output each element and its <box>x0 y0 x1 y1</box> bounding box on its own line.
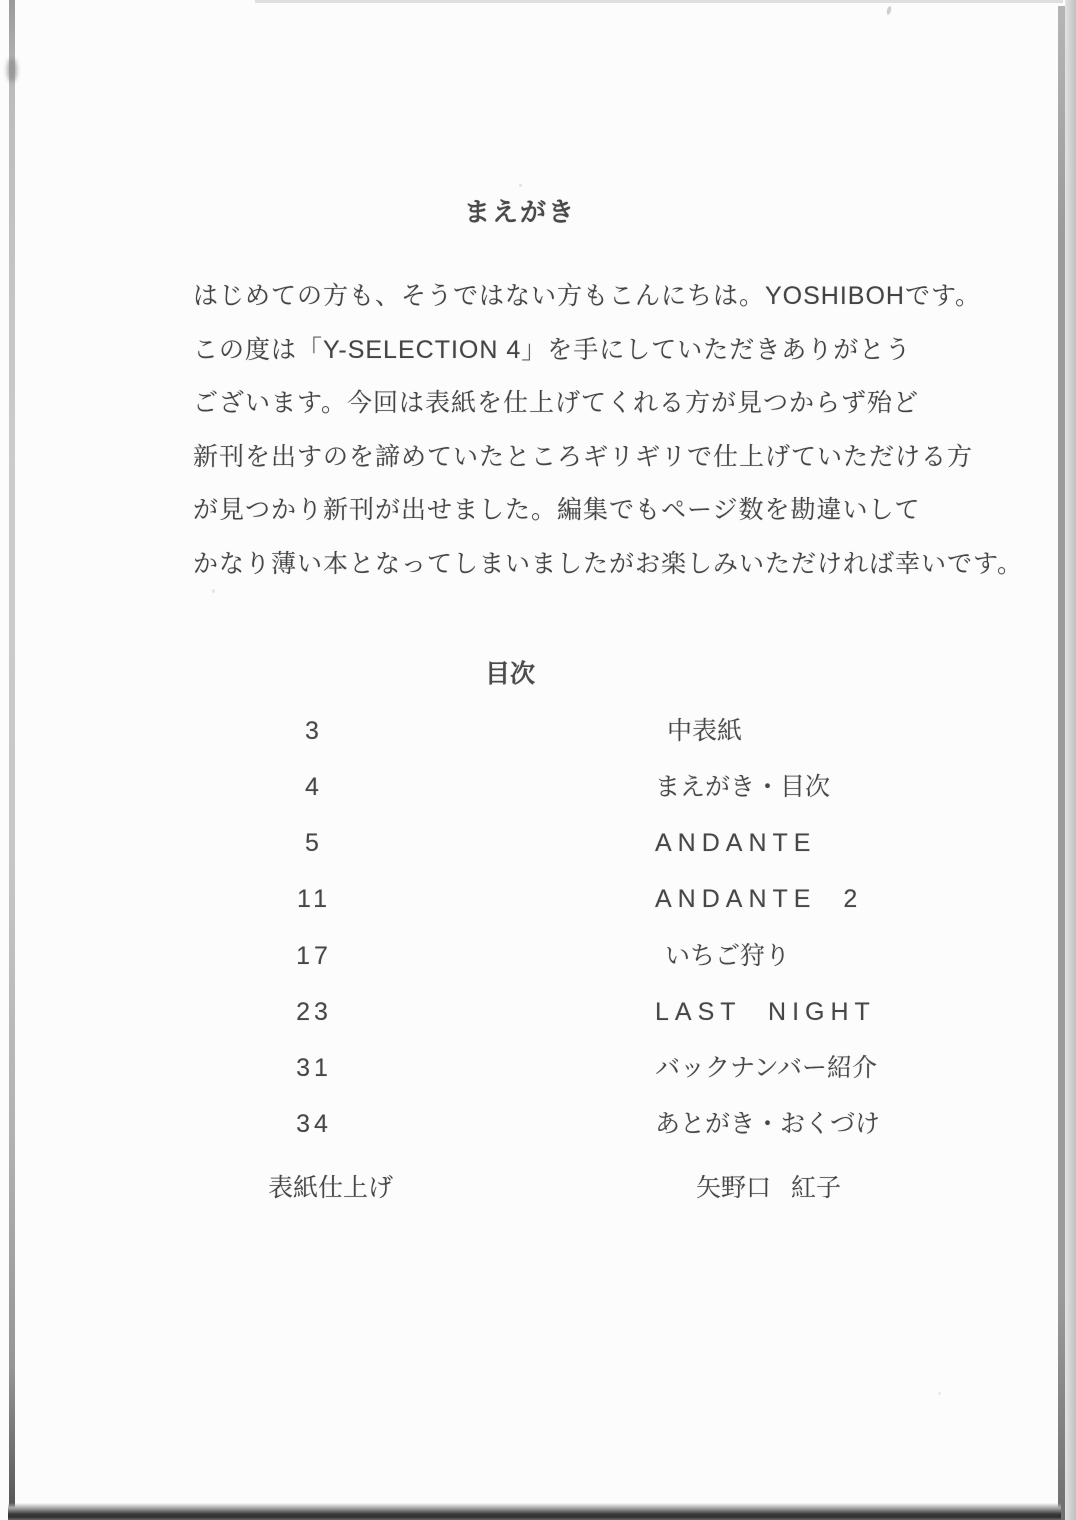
page-title: まえがき <box>463 197 576 227</box>
paragraph-line: ございます。今回は表紙を仕上げてくれる方が見つからず殆ど <box>193 389 920 418</box>
toc-page-number: 23 <box>296 997 332 1026</box>
toc-title: まえがき・目次 <box>655 773 831 802</box>
toc-page-number: 3 <box>305 717 323 745</box>
toc-row <box>0 984 1076 1040</box>
toc-list <box>0 703 1076 1152</box>
toc-page-number: 31 <box>296 1053 332 1082</box>
credits-name: 矢野口 紅子 <box>696 1174 841 1202</box>
credits-line <box>0 1175 1076 1203</box>
foreword-paragraph <box>193 270 1024 592</box>
toc-page-number: 11 <box>297 885 331 914</box>
credits-role: 表紙仕上げ <box>268 1174 394 1202</box>
scan-speck <box>519 184 522 187</box>
toc-row <box>0 928 1076 984</box>
paragraph-line: はじめての方も、そうではない方もこんにちは。YOSHIBOHです。 <box>193 282 981 310</box>
toc-row <box>0 871 1076 927</box>
toc-title: ANDANTE 2 <box>655 885 864 914</box>
toc-row <box>0 703 1076 759</box>
paragraph-line: が見つかり新刊が出せました。編集でもページ数を勘違いして <box>193 496 921 525</box>
toc-page-number: 4 <box>305 773 323 802</box>
paragraph-line: かなり薄い本となってしまいましたがお楽しみいただければ幸いです。 <box>193 549 1024 578</box>
toc-row <box>0 815 1076 871</box>
toc-title: LAST NIGHT <box>655 997 876 1026</box>
toc-row <box>0 1040 1076 1096</box>
toc-title: バックナンバー紹介 <box>655 1053 878 1082</box>
scan-edge-top <box>255 0 1063 3</box>
toc-page-number: 34 <box>296 1109 332 1138</box>
paragraph-line: この度は「Y-SELECTION 4」を手にしていただきありがとう <box>193 335 912 364</box>
toc-row <box>0 1096 1076 1152</box>
toc-page-number: 5 <box>305 829 323 858</box>
toc-row <box>0 759 1076 815</box>
toc-title: ANDANTE <box>655 829 817 858</box>
toc-page-number: 17 <box>296 941 332 970</box>
toc-title: 中表紙 <box>667 717 743 745</box>
toc-heading: 目次 <box>484 660 535 688</box>
scan-speck <box>938 1392 941 1395</box>
paragraph-line: 新刊を出すのを諦めていたところギリギリで仕上げていただける方 <box>193 442 974 471</box>
toc-title: いちご狩り <box>665 941 791 970</box>
scan-edge-bottom <box>8 1503 1061 1520</box>
scan-speck <box>886 6 892 16</box>
scan-edge-left-blob <box>7 58 17 82</box>
toc-title: あとがき・おくづけ <box>655 1109 881 1138</box>
